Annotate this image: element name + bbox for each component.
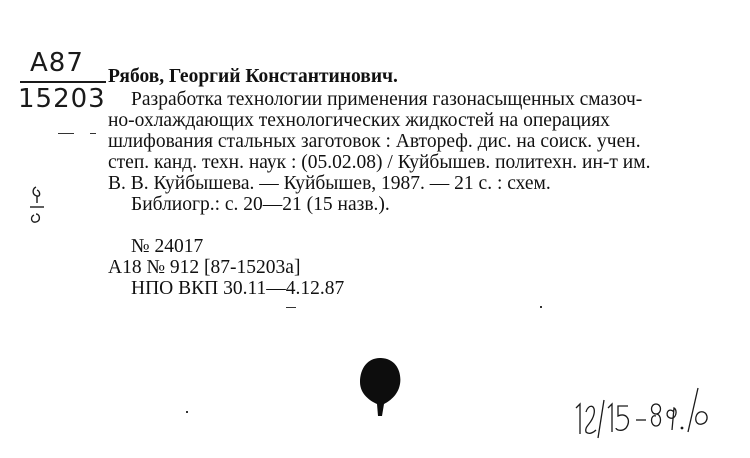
title-line-4: степ. канд. техн. наук : (05.02.08) / Куйбышев. политехн. ин-т им. bbox=[108, 152, 651, 173]
shelf-mark-rule bbox=[20, 81, 106, 83]
handwritten-register-number bbox=[570, 382, 720, 442]
scan-speck bbox=[286, 307, 296, 308]
title-line-1: Разработка технологии применения газонасыщенных смазоч- bbox=[131, 89, 643, 110]
bibliography-note: Библиогр.: с. 20—21 (15 назв.). bbox=[131, 194, 390, 215]
scan-speck bbox=[186, 411, 188, 413]
handwritten-side-mark bbox=[26, 185, 48, 225]
registry-npo: НПО ВКП 30.11—4.12.87 bbox=[131, 278, 345, 299]
registry-number: № 24017 bbox=[131, 236, 204, 257]
scan-speck bbox=[90, 133, 96, 134]
registry-code: А18 № 912 [87-15203а] bbox=[108, 257, 301, 278]
scan-speck bbox=[540, 306, 542, 308]
punch-hole-mark bbox=[358, 356, 402, 418]
title-line-2: но-охлаждающих технологических жидкостей на операциях bbox=[108, 110, 610, 131]
scan-speck bbox=[58, 133, 74, 134]
author-heading: Рябов, Георгий Константинович. bbox=[108, 66, 398, 87]
title-line-5: В. В. Куйбышева. — Куйбышев, 1987. — 21 с. : схем. bbox=[108, 173, 551, 194]
shelf-mark-top: А87 bbox=[30, 48, 84, 78]
shelf-mark-bottom: 15203 bbox=[18, 84, 106, 114]
title-line-3: шлифования стальных заготовок : Автореф. дис. на соиск. учен. bbox=[108, 131, 641, 152]
